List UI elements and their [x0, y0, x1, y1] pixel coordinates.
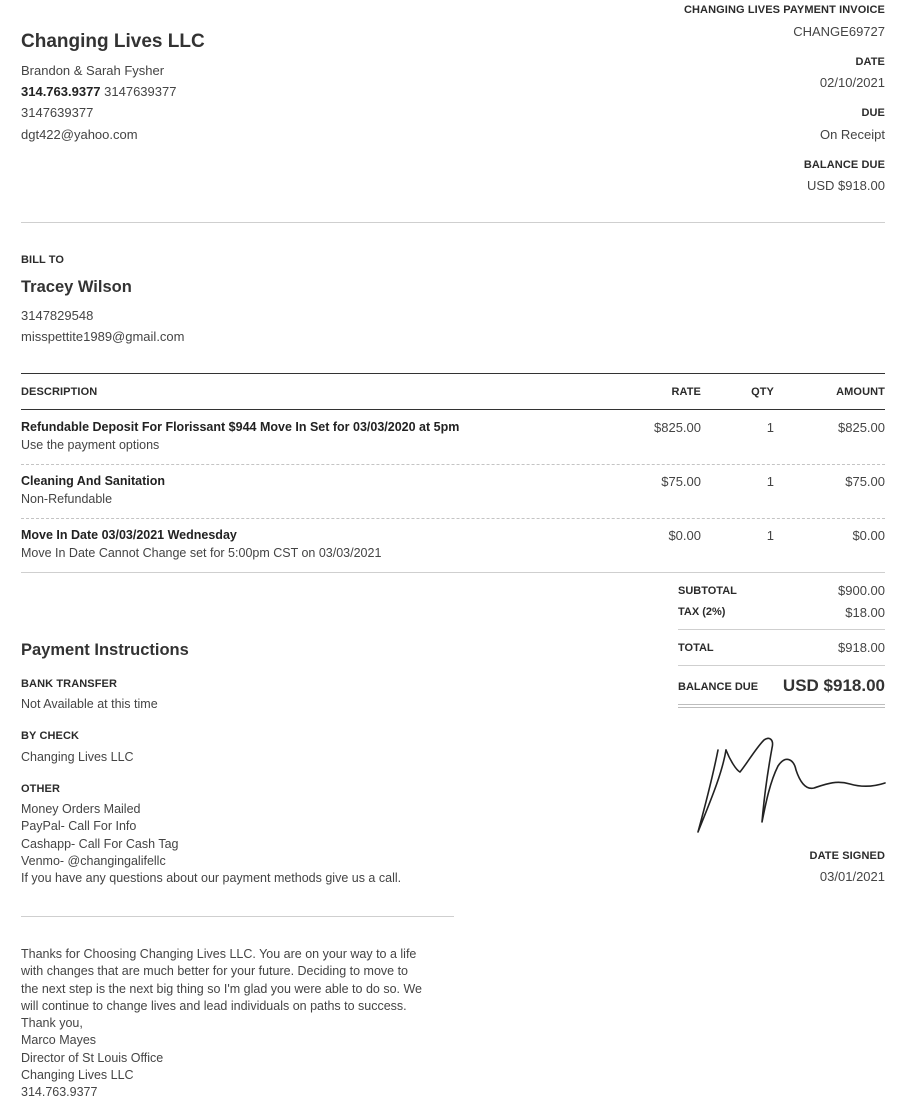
- other-method-line: Money Orders Mailed: [21, 802, 141, 816]
- invoice-number: CHANGE69727: [793, 24, 885, 39]
- sender-email: dgt422@yahoo.com: [21, 127, 138, 142]
- row-divider: [21, 518, 885, 519]
- item-amount: $75.00: [845, 474, 885, 489]
- item-title: Cleaning And Sanitation: [21, 474, 165, 488]
- item-amount: $825.00: [838, 420, 885, 435]
- row-divider: [21, 464, 885, 465]
- other-label: OTHER: [21, 783, 60, 795]
- col-description: DESCRIPTION: [21, 386, 98, 398]
- other-method-line: Venmo- @changingalifellc: [21, 853, 166, 868]
- other-method-line: If you have any questions about our payment methods give us a call.: [21, 871, 402, 886]
- balance-due-label: BALANCE DUE: [803, 159, 885, 171]
- date-signed-value: 03/01/2021: [819, 869, 885, 884]
- bill-to-phone: 3147829548: [21, 308, 94, 323]
- note-line: Marco Mayes: [21, 1033, 97, 1048]
- due-label: DUE: [861, 107, 885, 119]
- bill-to-label: BILL TO: [21, 254, 65, 266]
- col-amount: AMOUNT: [836, 386, 885, 398]
- note-line: Thank you,: [21, 1016, 83, 1031]
- item-subtitle: Non-Refundable: [21, 492, 113, 506]
- item-amount: $0.00: [852, 528, 885, 543]
- bank-transfer-value: Not Available at this time: [21, 697, 158, 711]
- due-value: On Receipt: [819, 127, 885, 142]
- notes-text: [21, 946, 422, 1102]
- note-line: with changes that are much better for your future. Deciding to move to: [21, 964, 409, 979]
- notes-divider: [21, 916, 454, 917]
- item-qty: 1: [766, 474, 774, 489]
- item-subtitle: Use the payment options: [21, 438, 160, 452]
- balance-due-total-value: USD $918.00: [782, 676, 885, 695]
- totals-double-rule: [678, 704, 885, 705]
- balance-due-total-label: BALANCE DUE: [678, 681, 759, 693]
- bill-to-name: Tracey Wilson: [21, 278, 132, 296]
- balance-due-value: USD $918.00: [806, 178, 885, 193]
- note-line: 314.763.9377: [21, 1085, 98, 1100]
- other-method-line: PayPal- Call For Info: [21, 819, 137, 834]
- item-qty: 1: [766, 528, 774, 543]
- date-label: DATE: [855, 56, 885, 68]
- note-line: Director of St Louis Office: [21, 1050, 164, 1065]
- col-rate: RATE: [671, 386, 701, 398]
- other-methods: [21, 801, 401, 887]
- note-line: the next step is the next big thing so I'm glad you were able to do so. We: [21, 981, 423, 996]
- invoice-title: CHANGING LIVES PAYMENT INVOICE: [683, 4, 885, 16]
- total-label: TOTAL: [678, 642, 714, 654]
- tax-label: TAX (2%): [678, 606, 726, 618]
- item-qty: 1: [766, 420, 774, 435]
- col-qty: QTY: [751, 386, 774, 398]
- by-check-value: Changing Lives LLC: [21, 750, 134, 764]
- sender-phones: [21, 84, 176, 99]
- item-title: Refundable Deposit For Florissant $944 Move In Set for 03/03/2020 at 5pm: [21, 420, 460, 434]
- company-name: Changing Lives LLC: [21, 31, 205, 52]
- sender-phone-primary: 314.763.9377: [21, 84, 101, 99]
- table-bottom-rule: [21, 572, 885, 573]
- note-line: Changing Lives LLC: [21, 1068, 134, 1083]
- sender-phone-alt: 3147639377: [104, 84, 177, 99]
- item-rate: $0.00: [668, 528, 701, 543]
- item-rate: $825.00: [654, 420, 701, 435]
- note-line: will continue to change lives and lead individuals on paths to success.: [21, 998, 407, 1013]
- item-subtitle: Move In Date Cannot Change set for 5:00pm CST on 03/03/2021: [21, 546, 382, 560]
- tax-value: $18.00: [845, 605, 885, 620]
- subtotal-label: SUBTOTAL: [678, 585, 737, 597]
- payment-instructions-title: Payment Instructions: [21, 641, 189, 659]
- item-title: Move In Date 03/03/2021 Wednesday: [21, 528, 237, 542]
- note-line: Thanks for Choosing Changing Lives LLC. You are on your way to a life: [21, 947, 417, 961]
- totals-divider: [678, 665, 885, 666]
- table-top-rule: [21, 373, 885, 374]
- item-rate: $75.00: [661, 474, 701, 489]
- date-signed-label: DATE SIGNED: [809, 850, 885, 862]
- totals-divider: [678, 629, 885, 630]
- bill-to-email: misspettite1989@gmail.com: [21, 329, 185, 344]
- signature-image: [690, 730, 890, 840]
- bank-transfer-label: BANK TRANSFER: [21, 678, 118, 690]
- subtotal-value: $900.00: [838, 583, 885, 598]
- header-divider: [21, 222, 885, 223]
- table-header-rule: [21, 409, 885, 410]
- date-value: 02/10/2021: [819, 75, 885, 90]
- by-check-label: BY CHECK: [21, 730, 80, 742]
- other-method-line: Cashapp- Call For Cash Tag: [21, 836, 179, 851]
- sender-phone-2: 3147639377: [21, 105, 94, 120]
- sender-contact: Brandon & Sarah Fysher: [21, 63, 165, 78]
- total-value: $918.00: [838, 640, 885, 655]
- totals-double-rule: [678, 707, 885, 708]
